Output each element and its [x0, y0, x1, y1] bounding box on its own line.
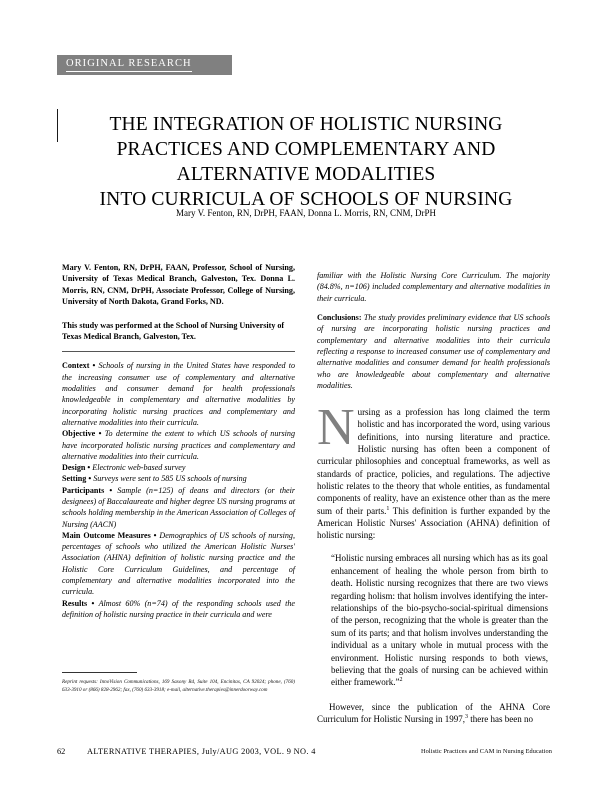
- citation-ref-1: 1: [386, 505, 390, 512]
- abstract-sep-context: •: [92, 361, 96, 371]
- abstract-label-objective: Objective: [62, 429, 96, 439]
- abstract-section-participants: [62, 485, 295, 530]
- article-title: [60, 112, 552, 212]
- abstract-section-results: [62, 598, 295, 621]
- abstract-sep-participants: •: [109, 485, 113, 495]
- body-paragraph-2: [317, 701, 550, 726]
- abstract-text-context: Schools of nursing in the United States have responded to the increasing consumer use of complementary and alternative modalities and consumer demand for health professionals knowledgeable in complementary and alternative modalities by incorporating holistic nursing practices and complementary and alternative modalities into their curricula.: [62, 361, 295, 427]
- abstract-sep-results: •: [91, 598, 95, 608]
- abstract-label-participants: Participants: [62, 485, 105, 495]
- abstract-label-outcomes: Main Outcome Measures: [62, 530, 151, 540]
- title-line-3: ALTERNATIVE MODALITIES: [176, 164, 436, 185]
- abstract-label-conclusions: Conclusions:: [317, 313, 362, 323]
- banner-label: ORIGINAL RESEARCH: [66, 58, 192, 72]
- footer-journal-citation: ALTERNATIVE THERAPIES, July/AUG 2003, VOL. 9 NO. 4: [87, 747, 316, 756]
- body-paragraph-1-tail: This definition is further expanded by the American Holistic Nurses' Association (AHNA) definition of holistic nursing:: [317, 505, 550, 541]
- abstract-section-objective: [62, 428, 295, 462]
- banner-vertical-rule: [57, 109, 58, 142]
- article-byline: Mary V. Fenton, RN, DrPH, FAAN, Donna L. Morris, RN, CNM, DrPH: [175, 208, 436, 218]
- title-line-2: PRACTICES AND COMPLEMENTARY AND: [116, 139, 496, 160]
- divider-rule: [62, 351, 295, 352]
- ahna-definition-quote: [317, 552, 550, 688]
- footer-running-title: Holistic Practices and CAM in Nursing Education: [421, 748, 552, 755]
- body-paragraph-1-text: ursing as a profession has long claimed the term holistic and has incorporated the word, using various definitions, into nursing literature and practice. Holistic nursing has often been a component of curricular philosophies and conceptual frameworks, as well as standards of practice, policies, and regulations. The adjective holistic relates to the theory that whole entities, as fundamental components of reality, have an existence other than as the mere sum of their parts.: [317, 407, 550, 516]
- abstract-continuation: [317, 270, 550, 391]
- article-body: [317, 399, 550, 725]
- abstract-section-outcomes: [62, 530, 295, 598]
- study-location-note: This study was performed at the School of Nursing University of Texas Medical Branch, Galveston, Tex.: [62, 320, 285, 342]
- author-affiliation: Mary V. Fenton, RN, DrPH, FAAN, Professor, School of Nursing, University of Texas Medical Branch, Galveston, Tex. Donna L. Morris, RN, CNM, DrPH, Associate Professor, College of Nursing, University of North Dakota, Grand Forks, ND.: [62, 263, 295, 307]
- right-column: [317, 262, 550, 725]
- abstract-text-participants: Sample (n=125) of deans and directors (or their designees) of Baccalaureate and higher degree US nursing programs at schools holding membership in the American Association of Colleges of Nursing (AACN): [62, 485, 296, 529]
- reprint-divider: [62, 672, 137, 673]
- abstract-text-design: Electronic web-based survey: [92, 463, 186, 473]
- title-line-1: THE INTEGRATION OF HOLISTIC NURSING: [109, 114, 503, 135]
- abstract-text-setting: Surveys were sent to 585 US schools of nursing: [93, 474, 247, 484]
- reprint-requests-note: Reprint requests: InnoVision Communications, 169 Saxony Rd, Suite 104, Encinitas, CA 92024; phone, (760) 633-3910 or (866) 828-2962; fax, (760) 633-3918; e-mail, alternative.therapies@innerdoorway.com: [62, 679, 295, 693]
- abstract-results-continued: familiar with the Holistic Nursing Core Curriculum. The majority (84.8%, n=106) included complementary and alternative modalities in their curricula.: [317, 271, 550, 303]
- citation-ref-3: 3: [465, 714, 468, 721]
- abstract-section-setting: [62, 473, 295, 484]
- quote-text: “Holistic nursing embraces all nursing which has as its goal enhancement of healing the whole person from birth to death. Holistic nursing recognizes that there are two views regarding holism: that holism involves identifying the inter-relationships of the bio-psycho-social-spiritual dimensions of the person, recognizing that the whole is greater than the sum of its parts; and that holism involves understanding the individual as a unitary whole in mutual process with the environment. Holistic nursing responds to both views, believing that the goals of nursing can be achieved within either framework.”: [331, 553, 548, 688]
- abstract-sep-setting: •: [88, 474, 92, 484]
- abstract-section-design: [62, 462, 295, 473]
- abstract-label-results: Results: [62, 598, 88, 608]
- abstract-block: [62, 360, 295, 620]
- abstract-text-outcomes: Demographics of US schools of nursing, percentages of schools who utilized the American Holistic Nurses' Association (AHNA) definition of holistic nursing practice and the Holistic Core Curriculum Guidelines, and percentage of complementary and alternative modalities incorporated into the curricula.: [62, 530, 295, 597]
- abstract-section-conclusions: [317, 312, 550, 391]
- drop-cap-letter: N: [317, 399, 355, 457]
- abstract-text-objective: To determine the extent to which US schools of nursing have incorporated holistic nursing practices and complementary and alternative modalities into their curricula.: [62, 429, 296, 461]
- abstract-sep-objective: •: [98, 429, 102, 439]
- body-paragraph-1: [317, 399, 550, 541]
- abstract-label-setting: Setting: [62, 474, 87, 484]
- abstract-text-conclusions: The study provides preliminary evidence that US schools of nursing are incorporating holistic nursing practices and complementary and alternative modalities into their curricula reflecting a response to increased consumer use of complementary and alternative modalities and consumer demand for health professionals who are knowledgeable about complementary and alternative modalities.: [317, 313, 550, 390]
- abstract-label-design: Design: [62, 463, 86, 473]
- footer-page-number: 62: [57, 747, 66, 756]
- citation-ref-2: 2: [399, 677, 403, 684]
- abstract-label-context: Context: [62, 361, 90, 371]
- abstract-sep-outcomes: •: [153, 530, 157, 540]
- abstract-sep-design: •: [87, 463, 91, 473]
- body-paragraph-2-text: However, since the publication of the AHNA Core Curriculum for Holistic Nursing in 1997,: [317, 701, 550, 725]
- section-banner: [57, 55, 232, 75]
- page-footer: [57, 747, 552, 759]
- title-line-4: INTO CURRICULA OF SCHOOLS OF NURSING: [99, 189, 513, 210]
- abstract-section-context: [62, 360, 295, 428]
- body-paragraph-2-tail: there has been no: [468, 714, 533, 725]
- abstract-text-results: Almost 60% (n=74) of the responding schools used the definition of holistic nursing practice in their curricula and were: [62, 598, 295, 619]
- left-column: [62, 262, 295, 620]
